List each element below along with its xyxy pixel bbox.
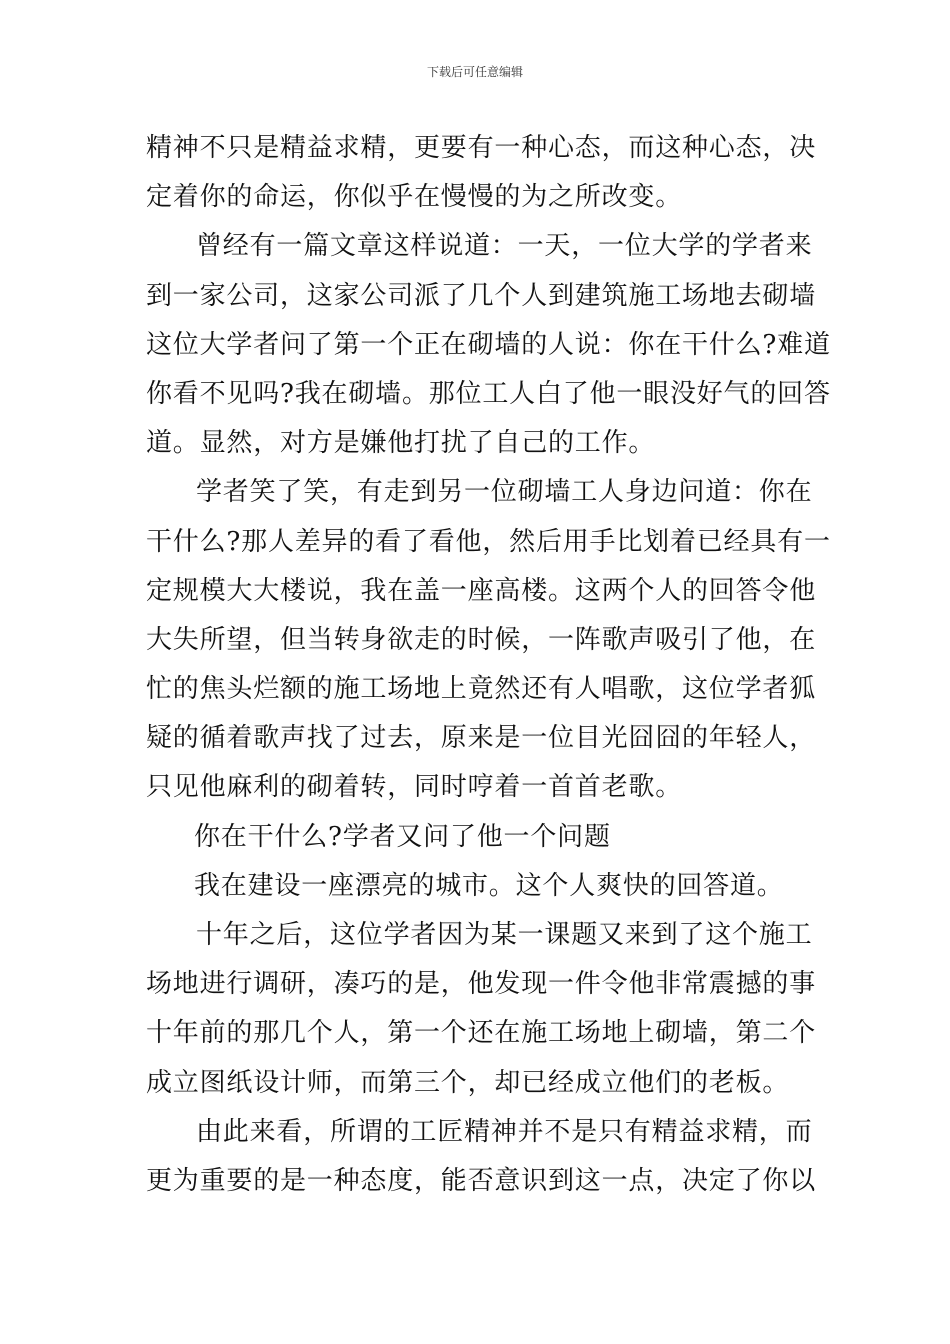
paragraph-line: 到一家公司，这家公司派了几个人到建筑施工场地去砌墙 xyxy=(146,280,817,311)
paragraph-line: 忙的焦头烂额的施工场地上竟然还有人唱歌，这位学者狐 xyxy=(146,674,817,705)
paragraph-line: 精神不只是精益求精，更要有一种心态，而这种心态，决 xyxy=(146,133,817,163)
paragraph-line: 学者笑了笑，有走到另一位砌墙工人身边问道：你在 xyxy=(196,477,813,508)
paragraph-3 xyxy=(146,468,831,812)
paragraph-line: 曾经有一篇文章这样说道：一天，一位大学的学者来 xyxy=(196,231,813,262)
page-header: 下载后可任意编辑 xyxy=(426,65,523,79)
paragraph-7 xyxy=(146,1108,817,1206)
document-body xyxy=(146,124,831,1206)
paragraph-line: 场地进行调研，凑巧的是，他发现一件令他非常震撼的事 xyxy=(146,969,817,1000)
paragraph-line: 你在干什么?学者又问了他一个问题 xyxy=(194,821,611,852)
paragraph-line: 道。显然，对方是嫌他打扰了自己的工作。 xyxy=(146,428,656,459)
paragraph-line: 十年之后，这位学者因为某一课题又来到了这个施工 xyxy=(196,920,813,950)
paragraph-line: 只见他麻利的砌着转，同时哼着一首首老歌。 xyxy=(146,772,683,803)
paragraph-line: 我在建设一座漂亮的城市。这个人爽快的回答道。 xyxy=(194,870,784,901)
paragraph-line: 干什么?那人差异的看了看他，然后用手比划着已经具有一 xyxy=(146,526,831,557)
paragraph-6 xyxy=(146,911,817,1108)
paragraph-5 xyxy=(146,862,810,911)
paragraph-line: 定规模大大楼说，我在盖一座高楼。这两个人的回答令他 xyxy=(146,575,817,606)
paragraph-line: 你看不见吗?我在砌墙。那位工人白了他一眼没好气的回答 xyxy=(146,378,831,409)
paragraph-line: 十年前的那几个人，第一个还在施工场地上砌墙，第二个 xyxy=(146,1018,817,1049)
paragraph-line: 由此来看，所谓的工匠精神并不是只有精益求精，而 xyxy=(196,1116,813,1147)
paragraph-line: 更为重要的是一种态度，能否意识到这一点，决定了你以 xyxy=(146,1165,817,1196)
paragraph-4 xyxy=(146,813,810,862)
paragraph-line: 这位大学者问了第一个正在砌墙的人说：你在干什么?难道 xyxy=(146,329,831,360)
paragraph-line: 成立图纸设计师，而第三个，却已经成立他们的老板。 xyxy=(146,1067,790,1098)
paragraph-line: 大失所望，但当转身欲走的时候，一阵歌声吸引了他，在 xyxy=(146,624,817,655)
paragraph-2 xyxy=(146,222,831,468)
paragraph-1 xyxy=(146,124,817,222)
paragraph-line: 疑的循着歌声找了过去，原来是一位目光囧囧的年轻人， xyxy=(146,723,817,754)
paragraph-line: 定着你的命运，你似乎在慢慢的为之所改变。 xyxy=(146,182,683,213)
